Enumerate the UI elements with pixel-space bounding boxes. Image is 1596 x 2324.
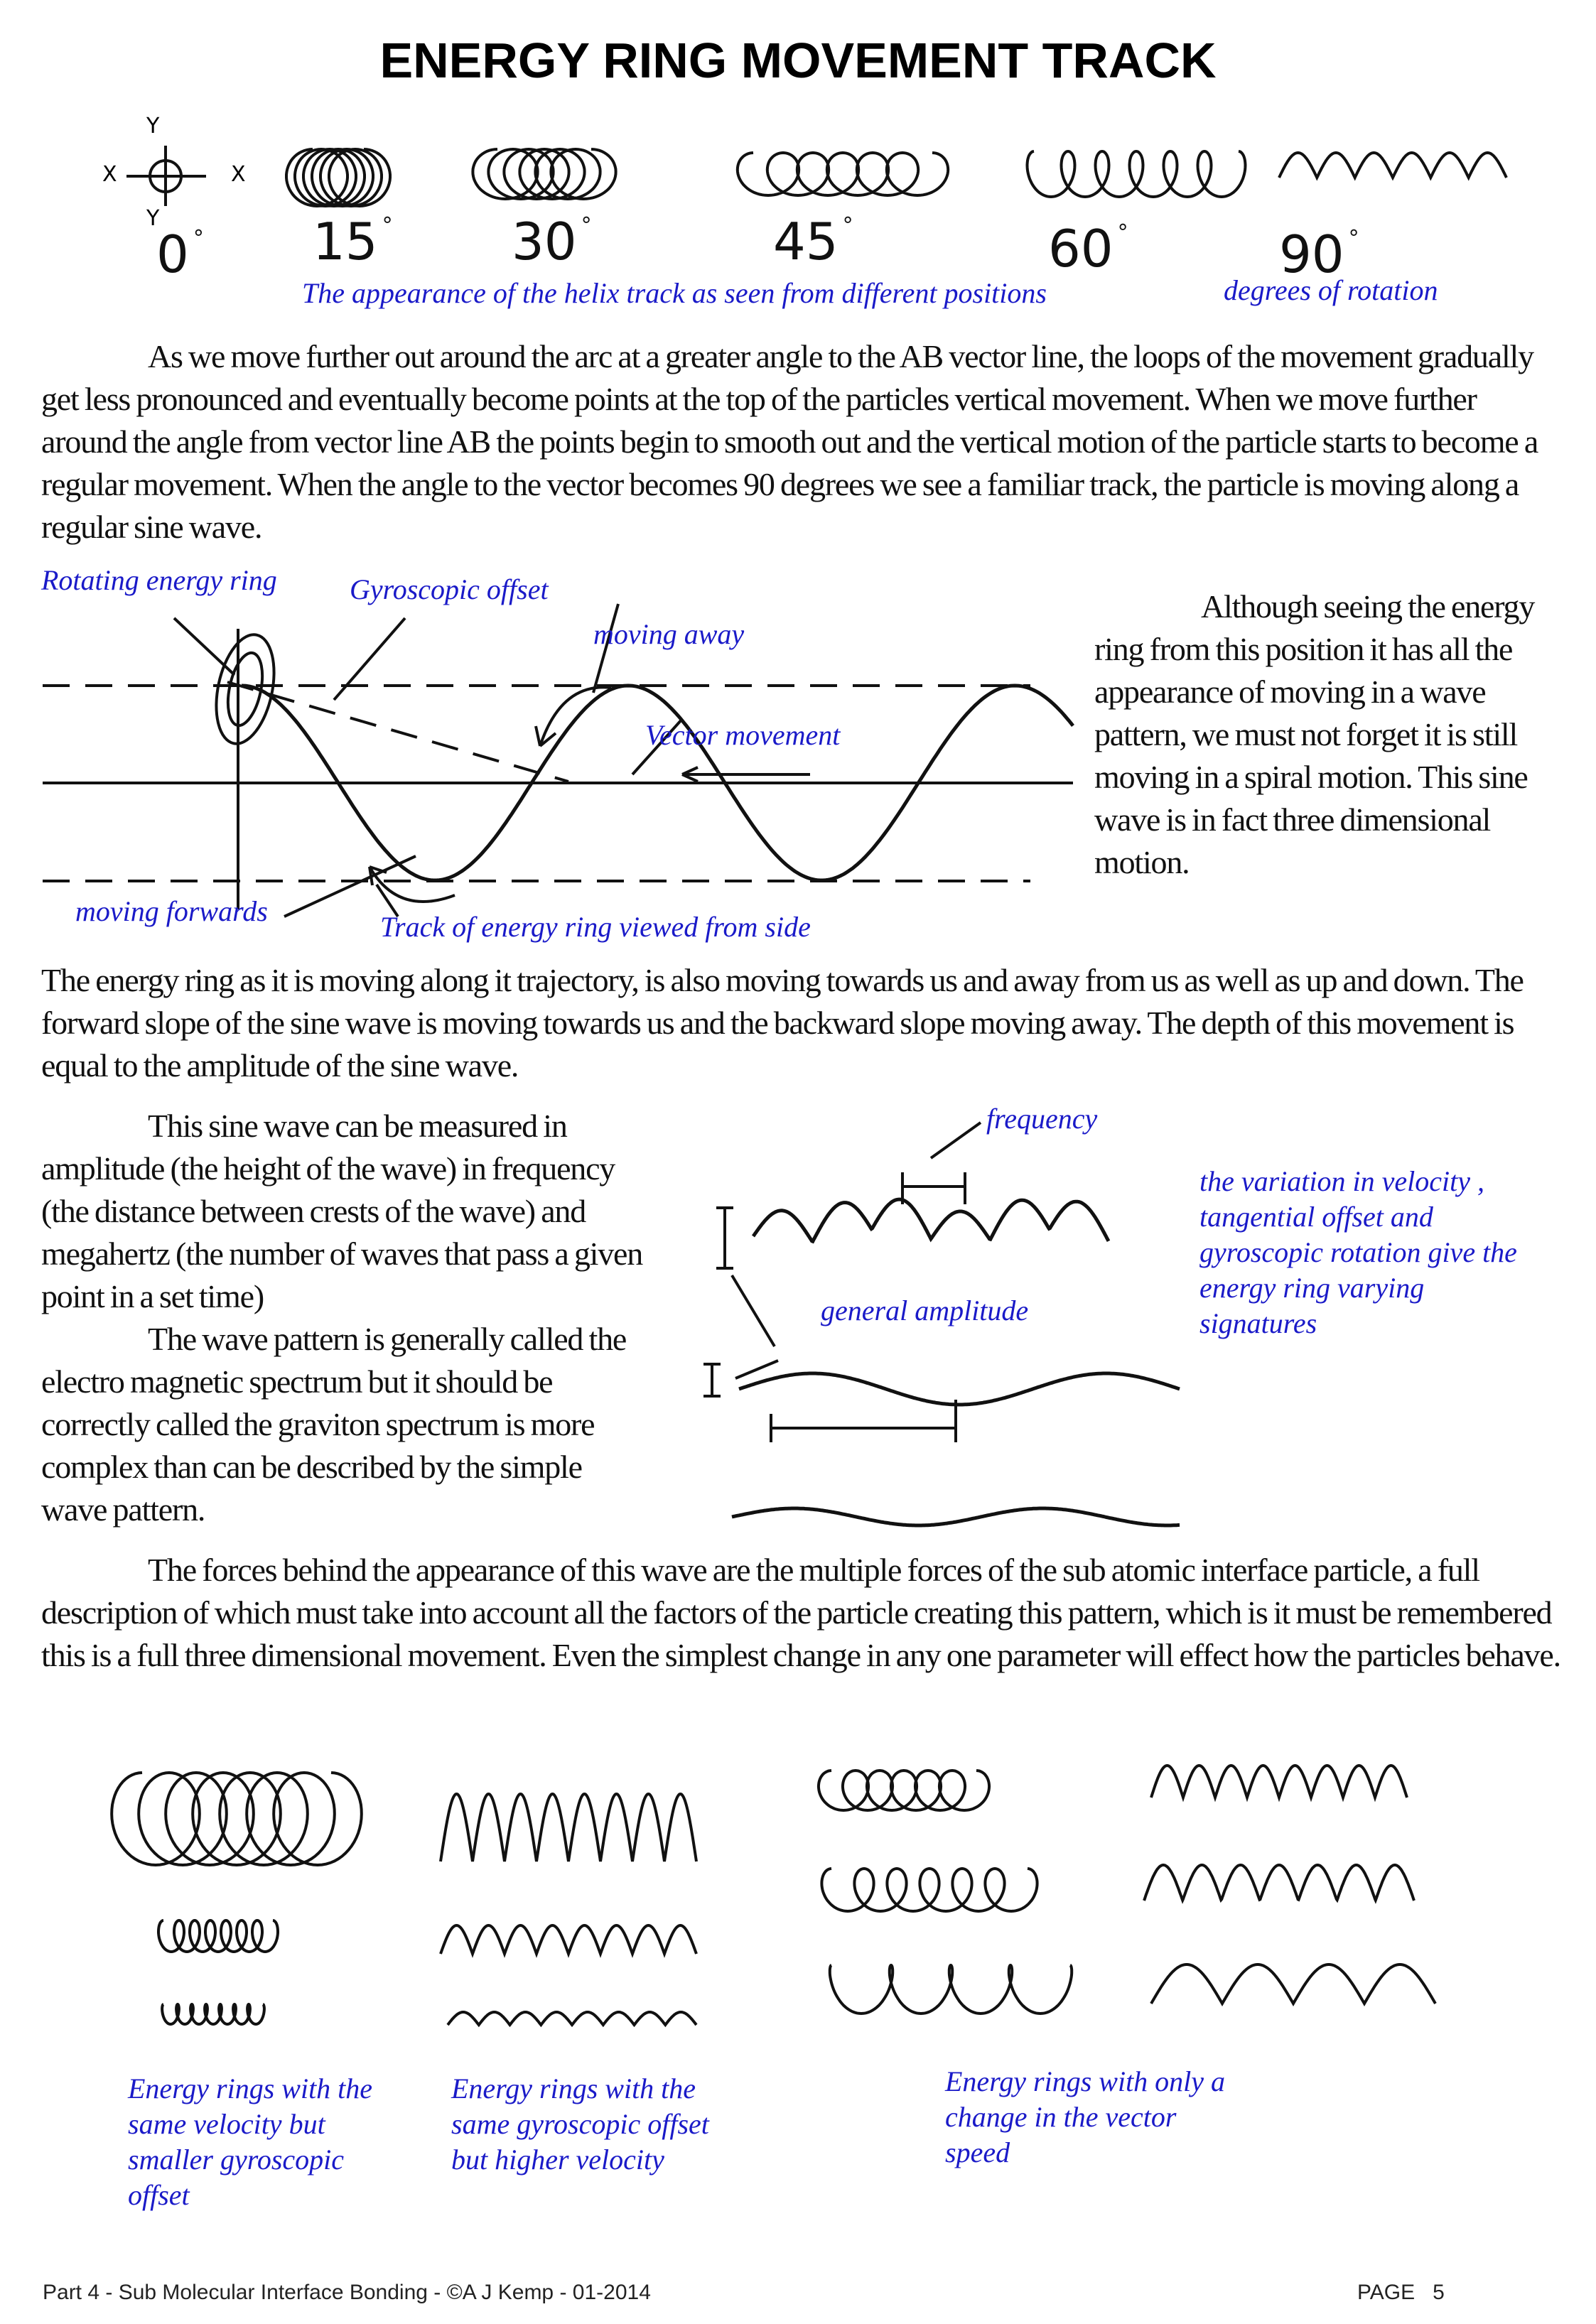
caption-smaller-offset: Energy rings with the same velocity but smaller gyroscopic offset	[128, 2072, 373, 2211]
paragraph-2: The energy ring as it is moving along it trajectory, is also moving towards us and away from us as well as up and down. The forward slope of the sine wave is moving towards us and the backward slope moving away. The depth of this movement is equal to the amplitude of the sine wave.	[41, 962, 1524, 1083]
caption-higher-velocity: Energy rings with the same gyroscopic offset but higher velocity	[451, 2072, 709, 2176]
bottom-loops-medium	[158, 1920, 278, 1952]
paragraph-1: As we move further out around the arc at a greater angle to the AB vector line, the loops of the movement gradually get less pronounced and eventually become points at the top of the particles vertical movement. When we move further around the angle from vector line AB the points begin to smooth out and the vertical motion of the particle starts to become a regular movement. When the angle to the vector becomes 90 degrees we see a familiar track, the particle is moving along a regular sine wave.	[41, 338, 1538, 545]
bottom-drawings	[0, 1719, 1596, 2075]
caption-vector-speed: Energy rings with only a change in the vector speed	[945, 2065, 1226, 2168]
page-title: ENERGY RING MOVEMENT TRACK	[379, 33, 1217, 88]
label-general-amplitude: general amplitude	[821, 1295, 1029, 1326]
axis-x-right-label: X	[231, 162, 246, 187]
angle-label-15: 15 °	[313, 212, 393, 271]
footer-page	[1357, 2281, 1445, 2305]
label-rotating-ring: Rotating energy ring	[41, 564, 277, 596]
label-vector-movement: Vector movement	[645, 719, 841, 751]
label-track-side: Track of energy ring viewed from side	[380, 911, 811, 943]
axis-x-left-label: X	[102, 162, 117, 187]
label-frequency: frequency	[986, 1103, 1098, 1135]
angle-label-30: 30 °	[512, 212, 592, 271]
sine-drawing	[0, 561, 1109, 938]
angle-label-0: 0 °	[156, 225, 204, 284]
rotation-caption: degrees of rotation	[1224, 274, 1438, 306]
bottom-wave-b	[1144, 1865, 1414, 1901]
bottom-loops-b	[821, 1869, 1037, 1911]
axis-y-top-label: Y	[146, 114, 160, 139]
bottom-wave-a	[1151, 1766, 1407, 1798]
angle-label-60: 60 °	[1048, 219, 1128, 279]
bottom-loops-c	[830, 1965, 1072, 2014]
helix-caption: The appearance of the helix track as seen from different positions	[302, 277, 1047, 309]
bottom-loops-large	[112, 1773, 362, 1865]
helix-15-drawing	[286, 149, 390, 206]
side-text: Although seeing the energy ring from this position it has all the appearance of moving in a wave pattern, we must not forget it is still moving in a spiral motion. This sine wave is in fact three dimensional motion.	[1094, 588, 1535, 880]
label-gyroscopic-offset: Gyroscopic offset	[350, 573, 549, 605]
bottom-wave-mid	[441, 1925, 696, 1954]
bottom-wave-tall	[441, 1794, 696, 1861]
label-moving-forwards: moving forwards	[75, 895, 268, 927]
label-variation: the variation in velocity , tangential offset and gyroscopic rotation give the energy ring varying signatures	[1199, 1165, 1517, 1339]
wave-drawing	[682, 1108, 1222, 1549]
label-moving-away: moving away	[593, 618, 745, 650]
bottom-wave-c	[1151, 1964, 1435, 2004]
angle-label-45: 45 °	[773, 212, 853, 271]
bottom-loops-small	[162, 2004, 264, 2024]
axis-y-bottom-label: Y	[146, 206, 160, 231]
bottom-loops-a	[819, 1771, 989, 1810]
helix-30-drawing	[473, 149, 615, 199]
bottom-wave-low	[448, 2012, 696, 2025]
helix-60-drawing	[1028, 151, 1246, 197]
paragraph-3: This sine wave can be measured in amplitude (the height of the wave) in frequency (the distance between crests of the wave) and megahertz (the number of waves that pass a given point in a set time) The wave pattern is generally called the electro magnetic spectrum but it should be correctly called the graviton spectrum is more complex than can be described by the simple wave pattern.	[41, 1108, 643, 1528]
angle-label-90: 90 °	[1279, 225, 1359, 284]
footer-left: Part 4 - Sub Molecular Interface Bonding - ©A J Kemp - 01-2014	[43, 2281, 651, 2304]
paragraph-4: The forces behind the appearance of this wave are the multiple forces of the sub atomic interface particle, a full description of which must take into account all the factors of the particle creating this pattern, which is it must be remembered this is a full three dimensional movement. Even the simplest change in any one parameter will effect how the particles behave.	[41, 1552, 1560, 1673]
page-number: 5	[1433, 2281, 1445, 2304]
helix-45-drawing	[738, 153, 948, 195]
helix-90-drawing	[1279, 153, 1506, 178]
page-label: PAGE	[1357, 2281, 1416, 2304]
